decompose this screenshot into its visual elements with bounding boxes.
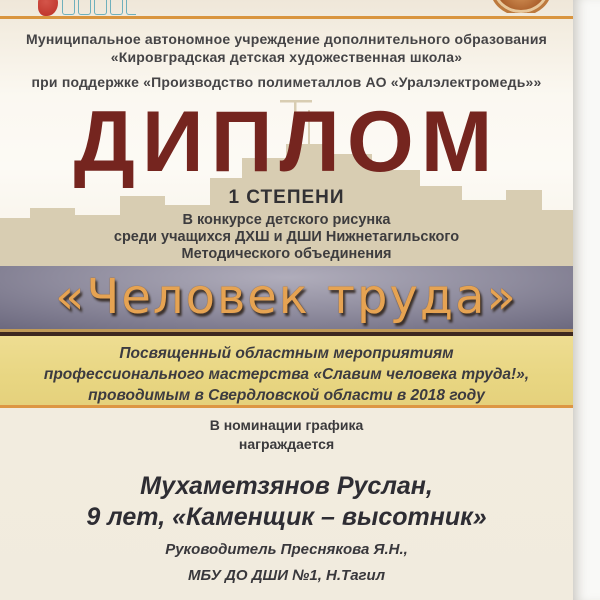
awardee-details: 9 лет, «Каменщик – высотник»	[86, 503, 487, 531]
school-line: МБУ ДО ДШИ №1, Н.Тагил	[187, 567, 386, 584]
logo-letters-icon	[62, 0, 136, 15]
dedication-line2: профессионального мастерства «Славим человека труда!»,	[43, 366, 530, 383]
teacher-line: Руководитель Преснякова Я.Н.,	[165, 541, 408, 558]
org-name-line2: «Кировградская детская художественная школа»	[110, 49, 463, 65]
awarded-to-line: награждается	[238, 436, 335, 452]
school-logo	[36, 0, 136, 18]
dedication-band	[0, 336, 573, 405]
logo-red-shape-icon	[38, 0, 58, 16]
org-name-line1: Муниципальное автономное учреждение дополнительного образования	[25, 31, 548, 47]
degree-line: 1 СТЕПЕНИ	[228, 187, 345, 208]
diploma-title: ДИПЛОМ	[73, 94, 500, 190]
dedication-line3: проводимым в Свердловской области в 2018 году	[88, 387, 485, 404]
seal-ring	[490, 0, 552, 13]
nomination-line: В номинации графика	[209, 417, 364, 433]
contest-name-band	[0, 266, 573, 329]
contest-line2: среди учащихся ДХШ и ДШИ Нижнетагильского	[113, 229, 460, 245]
support-line: при поддержке «Производство полиметаллов АО «Уралэлектромедь»»	[31, 74, 542, 90]
awardee-name: Мухаметзянов Руслан,	[140, 472, 433, 500]
round-seal-icon	[488, 0, 552, 13]
contest-line3: Методического объединения	[181, 246, 392, 262]
scan-edge	[573, 0, 600, 600]
orange-divider	[0, 405, 573, 408]
dedication-line1: Посвященный областным мероприятиям	[119, 345, 454, 362]
contest-line1: В конкурсе детского рисунка	[182, 212, 391, 228]
contest-name: «Человек труда»	[55, 269, 518, 325]
